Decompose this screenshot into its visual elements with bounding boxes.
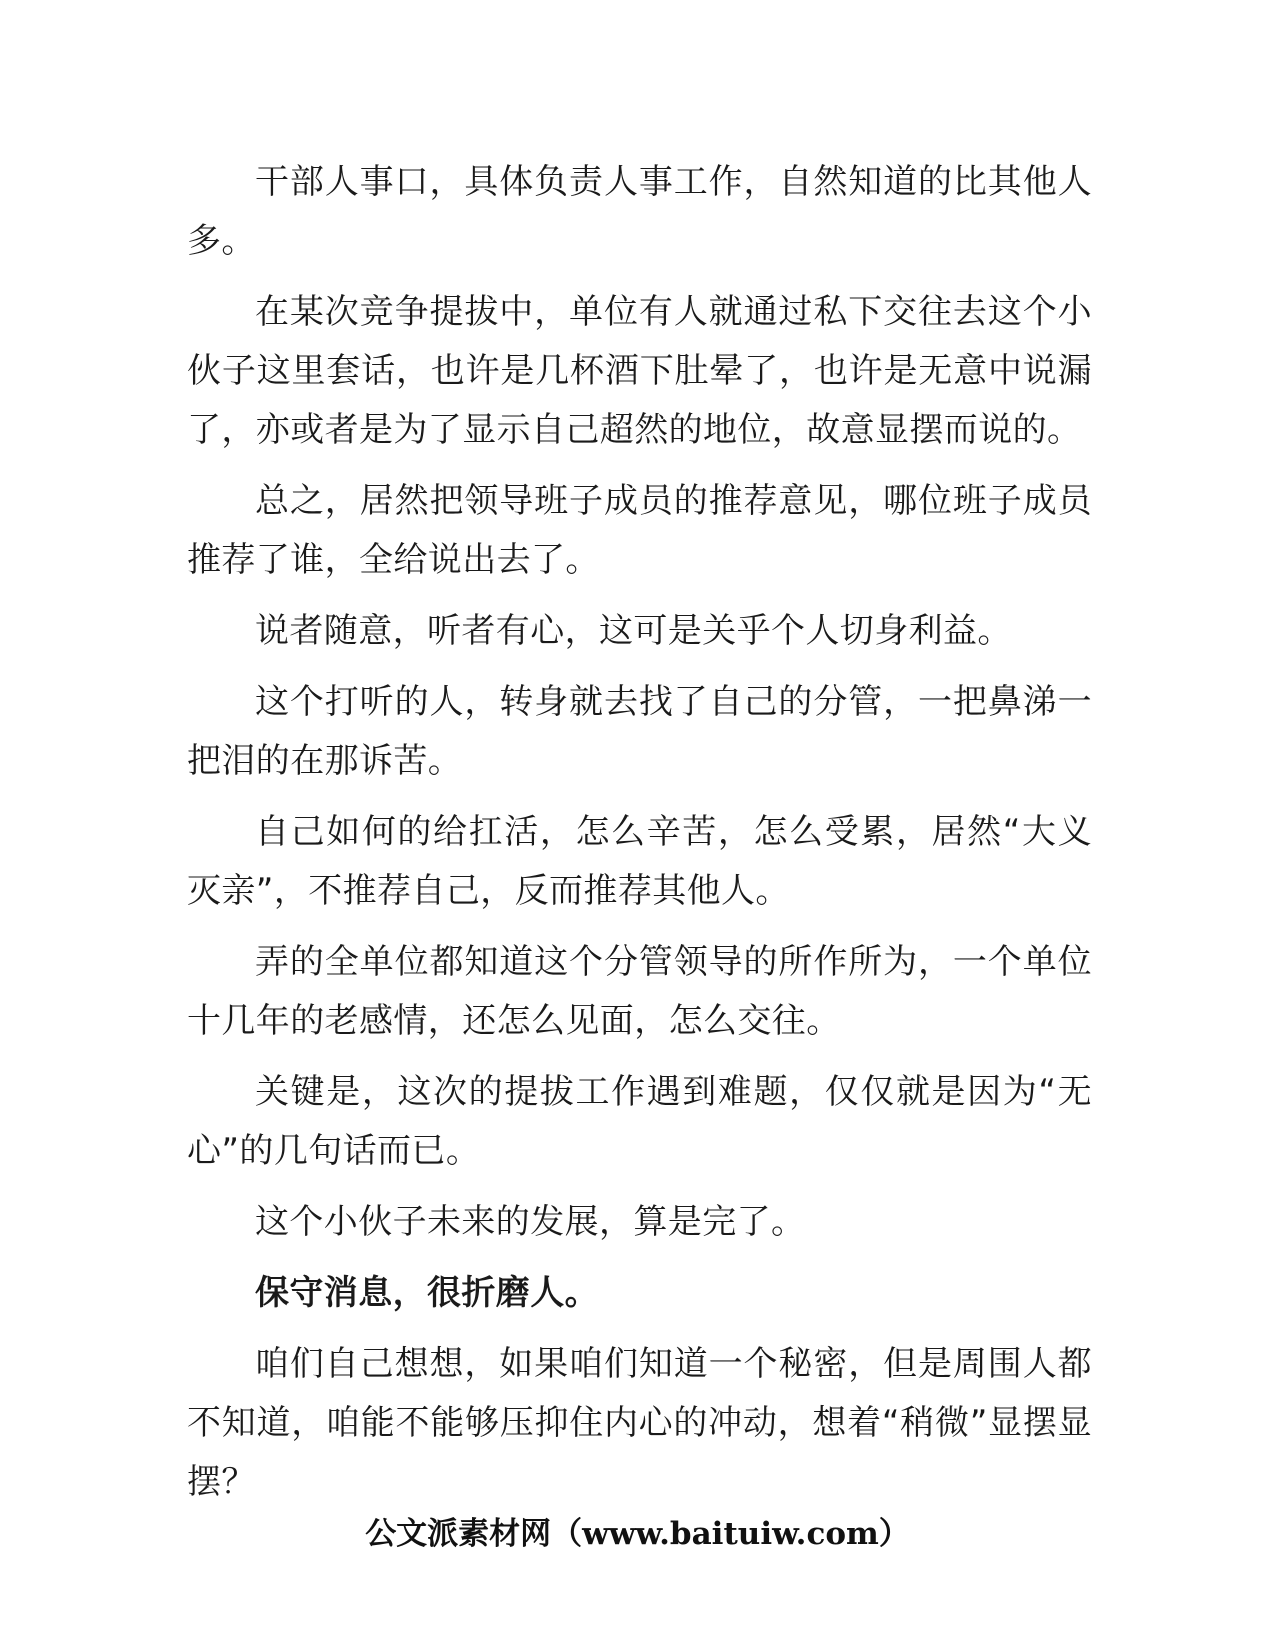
- paragraph-4: 说者随意，听者有心，这可是关乎个人切身利益。: [255, 611, 1012, 651]
- paragraph-11: 咱们自己想想，如果咱们知道一个秘密，但是周围人都不知道，咱能不能够压抑住内心的冲动，想着“稍微”显摆显摆？: [187, 1344, 1092, 1502]
- paragraph-3: 总之，居然把领导班子成员的推荐意见，哪位班子成员推荐了谁，全给说出去了。: [187, 481, 1092, 580]
- paragraph-7: 弄的全单位都知道这个分管领导的所作所为，一个单位十几年的老感情，还怎么见面，怎么交往。: [187, 942, 1092, 1041]
- paragraph-9: 这个小伙子未来的发展，算是完了。: [255, 1202, 806, 1242]
- paragraph-5: 这个打听的人，转身就去找了自己的分管，一把鼻涕一把泪的在那诉苦。: [187, 682, 1092, 781]
- footer-watermark-text: 公文派素材网（www.baituiw.com）: [365, 1516, 910, 1552]
- paragraph-8: 关键是，这次的提拔工作遇到难题，仅仅就是因为“无心”的几句话而已。: [187, 1072, 1092, 1171]
- paragraph-2: 在某次竞争提拔中，单位有人就通过私下交往去这个小伙子这里套话，也许是几杯酒下肚晕了，也许是无意中说漏了，亦或者是为了显示自己超然的地位，故意显摆而说的。: [187, 292, 1092, 450]
- paragraph-10: 保守消息，很折磨人。: [255, 1273, 599, 1313]
- article-body: [187, 153, 1092, 1524]
- paragraph-1: 干部人事口，具体负责人事工作，自然知道的比其他人多。: [187, 162, 1092, 261]
- paragraph-6: 自己如何的给扛活，怎么辛苦，怎么受累，居然“大义灭亲”，不推荐自己，反而推荐其他人。: [187, 812, 1092, 911]
